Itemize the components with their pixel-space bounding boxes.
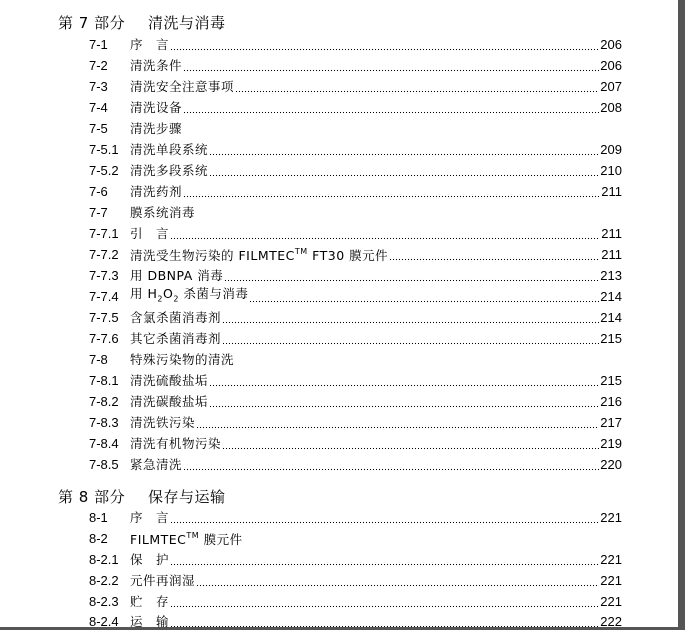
section-title: 清洗与消毒 bbox=[148, 13, 226, 32]
dot-leader bbox=[389, 245, 600, 265]
toc-entry[interactable] bbox=[89, 612, 622, 630]
dot-leader bbox=[170, 224, 600, 244]
toc-entry[interactable] bbox=[89, 392, 622, 412]
dot-leader bbox=[224, 266, 599, 286]
toc-entry-page: 221 bbox=[600, 573, 622, 588]
toc-entry-title: 序 言 bbox=[130, 37, 170, 52]
toc-entry-title-part: 杀菌与消毒 bbox=[178, 287, 249, 302]
toc-entry-page: 215 bbox=[600, 373, 622, 388]
toc-entry-page: 217 bbox=[600, 415, 622, 430]
toc-entry-number: 7-1 bbox=[89, 37, 108, 52]
toc-entry-number: 8-2.2 bbox=[89, 573, 119, 588]
toc-entry-number: 7-7.3 bbox=[89, 268, 119, 283]
toc-entry-page: 211 bbox=[601, 184, 622, 199]
toc-entry[interactable] bbox=[89, 434, 622, 454]
toc-entry-page: 210 bbox=[600, 163, 622, 178]
dot-leader bbox=[183, 56, 599, 76]
toc-entry-page: 219 bbox=[600, 436, 622, 451]
toc-entry-number: 7-8.1 bbox=[89, 373, 119, 388]
toc-entry[interactable] bbox=[89, 508, 622, 528]
toc-entry[interactable] bbox=[89, 455, 622, 475]
toc-entry-title: 元件再润湿 bbox=[130, 573, 196, 588]
toc-entry-page: 207 bbox=[600, 79, 622, 94]
toc-entry-number: 7-5 bbox=[89, 121, 108, 136]
dot-leader bbox=[209, 161, 599, 181]
dot-leader bbox=[235, 77, 599, 97]
toc-entry-page: 208 bbox=[600, 100, 622, 115]
toc-entry-title: 含氯杀菌消毒剂 bbox=[130, 310, 222, 325]
toc-entry[interactable] bbox=[89, 592, 622, 612]
toc-entry-page: 206 bbox=[600, 58, 622, 73]
toc-entry-page: 209 bbox=[600, 142, 622, 157]
toc-entry-page: 206 bbox=[600, 37, 622, 52]
section-title: 保存与运输 bbox=[148, 487, 226, 506]
toc-entry[interactable] bbox=[89, 550, 622, 570]
toc-entry-title: 用 DBNPA 消毒 bbox=[130, 268, 224, 283]
toc-entry-title bbox=[130, 287, 248, 307]
toc-entry-number: 7-7 bbox=[89, 205, 108, 220]
subscript: 2 bbox=[173, 294, 179, 304]
toc-entry-number: 7-4 bbox=[89, 100, 108, 115]
dot-leader bbox=[222, 434, 599, 454]
toc-entry-page: 216 bbox=[600, 394, 622, 409]
toc-entry[interactable] bbox=[89, 413, 622, 433]
dot-leader bbox=[170, 508, 599, 528]
toc-entry-number: 8-2.3 bbox=[89, 594, 119, 609]
toc-entry-page: 220 bbox=[600, 457, 622, 472]
toc-entry-title: 清洗多段系统 bbox=[130, 163, 209, 178]
toc-entry-title: 贮 存 bbox=[130, 594, 170, 609]
scan-edge-right bbox=[678, 0, 685, 630]
toc-entry-title-part: FT30 膜元件 bbox=[307, 248, 389, 264]
toc-entry-title: 清洗铁污染 bbox=[130, 415, 196, 430]
dot-leader bbox=[170, 550, 599, 570]
toc-entry-title: 清洗安全注意事项 bbox=[130, 79, 235, 94]
section-part-label: 第 8 部分 bbox=[58, 487, 126, 506]
toc-entry-page: 211 bbox=[601, 226, 622, 241]
toc-entry[interactable] bbox=[89, 529, 622, 549]
toc-entry-title: 清洗条件 bbox=[130, 58, 183, 73]
toc-entry-number: 7-8.3 bbox=[89, 415, 119, 430]
toc-entry-title: 运 输 bbox=[130, 614, 170, 629]
toc-entry-page: 213 bbox=[600, 268, 622, 283]
section-header bbox=[58, 11, 458, 33]
toc-entry[interactable] bbox=[89, 224, 622, 244]
toc-entry-page: 221 bbox=[600, 552, 622, 567]
toc-entry-title: 紧急清洗 bbox=[130, 457, 183, 472]
dot-leader bbox=[183, 98, 599, 118]
toc-entry-title: 清洗有机物污染 bbox=[130, 436, 222, 451]
toc-entry[interactable] bbox=[89, 287, 622, 307]
toc-entry[interactable] bbox=[89, 119, 622, 139]
dot-leader bbox=[170, 592, 599, 612]
dot-leader bbox=[209, 140, 599, 160]
dot-leader bbox=[222, 329, 599, 349]
trademark-superscript: TM bbox=[186, 531, 200, 541]
toc-entry-page: 214 bbox=[600, 289, 622, 304]
dot-leader bbox=[249, 287, 599, 307]
toc-entry-title: 清洗步骤 bbox=[130, 121, 183, 136]
toc-entry[interactable] bbox=[89, 571, 622, 591]
dot-leader bbox=[183, 182, 600, 202]
toc-entry-title-part: 用 H bbox=[130, 287, 158, 302]
toc-entry[interactable] bbox=[89, 245, 622, 265]
toc-entry-page: 221 bbox=[600, 594, 622, 609]
toc-entry[interactable] bbox=[89, 266, 622, 286]
section-header bbox=[58, 485, 458, 507]
dot-leader bbox=[209, 392, 599, 412]
toc-entry[interactable] bbox=[89, 77, 622, 97]
toc-entry-number: 7-7.6 bbox=[89, 331, 119, 346]
toc-entry-title: 清洗碳酸盐垢 bbox=[130, 394, 209, 409]
toc-entry-title-part: FILMTEC bbox=[130, 532, 187, 548]
toc-entry-number: 7-7.2 bbox=[89, 247, 119, 262]
toc-entry-title bbox=[130, 245, 388, 265]
toc-entry-title: 膜系统消毒 bbox=[130, 205, 196, 220]
toc-entry-number: 7-2 bbox=[89, 58, 108, 73]
toc-entry-number: 8-2 bbox=[89, 531, 108, 546]
toc-entry[interactable] bbox=[89, 98, 622, 118]
toc-entry[interactable] bbox=[89, 35, 622, 55]
toc-entry-page: 214 bbox=[600, 310, 622, 325]
toc-entry-number: 7-5.2 bbox=[89, 163, 119, 178]
toc-entry[interactable] bbox=[89, 203, 622, 223]
toc-entry-number: 8-2.1 bbox=[89, 552, 119, 567]
toc-entry-title: 清洗单段系统 bbox=[130, 142, 209, 157]
toc-entry-number: 8-1 bbox=[89, 510, 108, 525]
toc-entry-page: 211 bbox=[601, 247, 622, 262]
toc-entry-page: 222 bbox=[600, 614, 622, 629]
toc-entry-number: 7-6 bbox=[89, 184, 108, 199]
toc-entry-title: 特殊污染物的清洗 bbox=[130, 352, 235, 367]
toc-entry[interactable] bbox=[89, 329, 622, 349]
toc-entry-title: 清洗药剂 bbox=[130, 184, 183, 199]
toc-entry-title bbox=[130, 529, 243, 549]
toc-entry-title: 清洗设备 bbox=[130, 100, 183, 115]
section-part-label: 第 7 部分 bbox=[58, 13, 126, 32]
toc-entry-number: 8-2.4 bbox=[89, 614, 119, 629]
toc-entry[interactable] bbox=[89, 140, 622, 160]
toc-entry-title-part: 清洗受生物污染的 FILMTEC bbox=[130, 248, 295, 264]
toc-entry-title-part: 膜元件 bbox=[199, 532, 243, 548]
dot-leader bbox=[170, 612, 599, 630]
toc-entry[interactable] bbox=[89, 56, 622, 76]
toc-entry-title: 引 言 bbox=[130, 226, 170, 241]
toc-entry-page: 215 bbox=[600, 331, 622, 346]
toc-entry-title: 清洗硫酸盐垢 bbox=[130, 373, 209, 388]
toc-entry-number: 7-8.5 bbox=[89, 457, 119, 472]
trademark-superscript: TM bbox=[294, 247, 308, 257]
toc-entry[interactable] bbox=[89, 371, 622, 391]
toc-entry[interactable] bbox=[89, 161, 622, 181]
dot-leader bbox=[209, 371, 599, 391]
toc-entry-title: 序 言 bbox=[130, 510, 170, 525]
toc-entry-title: 保 护 bbox=[130, 552, 170, 567]
toc-entry-number: 7-8 bbox=[89, 352, 108, 367]
toc-entry-number: 7-7.5 bbox=[89, 310, 119, 325]
toc-entry-page: 221 bbox=[600, 510, 622, 525]
dot-leader bbox=[196, 571, 599, 591]
dot-leader bbox=[196, 413, 599, 433]
toc-entry-number: 7-7.4 bbox=[89, 289, 119, 304]
toc-entry-title: 其它杀菌消毒剂 bbox=[130, 331, 222, 346]
toc-entry[interactable] bbox=[89, 182, 622, 202]
toc-entry-number: 7-5.1 bbox=[89, 142, 119, 157]
dot-leader bbox=[183, 455, 599, 475]
toc-entry-number: 7-3 bbox=[89, 79, 108, 94]
toc-entry-number: 7-8.4 bbox=[89, 436, 119, 451]
dot-leader bbox=[222, 308, 599, 328]
toc-entry-number: 7-7.1 bbox=[89, 226, 119, 241]
toc-entry[interactable] bbox=[89, 308, 622, 328]
toc-entry-title-part: O bbox=[162, 287, 174, 302]
subscript: 2 bbox=[157, 294, 163, 304]
toc-entry[interactable] bbox=[89, 350, 622, 370]
toc-entry-number: 7-8.2 bbox=[89, 394, 119, 409]
dot-leader bbox=[170, 35, 599, 55]
